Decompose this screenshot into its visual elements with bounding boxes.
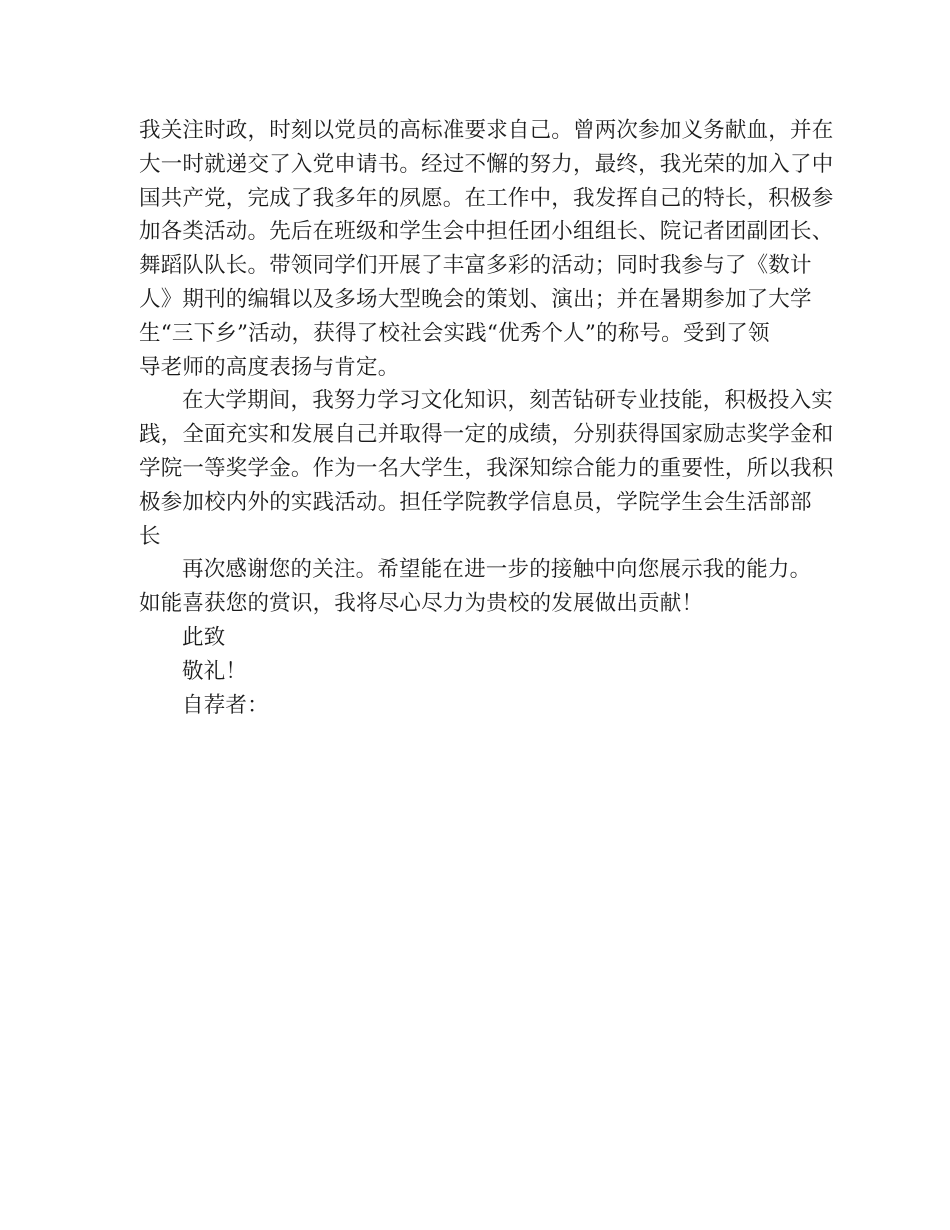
paragraph-1-line-2: 大一时就递交了入党申请书。经过不懈的努力，最终，我光荣的加入了中 (139, 151, 834, 177)
closing-regards: 敬礼！ (182, 658, 248, 684)
closing-salutation: 此致 (182, 624, 226, 650)
paragraph-1-line-7: 生“三下乡”活动，获得了校社会实践“优秀个人”的称号。受到了领 (139, 320, 770, 346)
paragraph-1-line-3: 国共产党，完成了我多年的夙愿。在工作中，我发挥自己的特长，积极参 (139, 185, 834, 211)
paragraph-2-line-1: 在大学期间，我努力学习文化知识，刻苦钻研专业技能，积极投入实 (182, 388, 834, 414)
paragraph-1-line-4: 加各类活动。先后在班级和学生会中担任团小组组长、院记者团副团长、 (139, 219, 834, 245)
paragraph-1-line-5: 舞蹈队队长。带领同学们开展了丰富多彩的活动；同时我参与了《数计 (139, 253, 812, 279)
paragraph-2-line-2: 践，全面充实和发展自己并取得一定的成绩，分别获得国家励志奖学金和 (139, 422, 834, 448)
paragraph-2-line-5: 长 (139, 523, 161, 549)
paragraph-2-line-3: 学院一等奖学金。作为一名大学生，我深知综合能力的重要性，所以我积 (139, 455, 834, 481)
paragraph-1-line-6: 人》期刊的编辑以及多场大型晚会的策划、演出；并在暑期参加了大学 (139, 286, 812, 312)
paragraph-2-line-4: 极参加校内外的实践活动。担任学院教学信息员，学院学生会生活部部 (139, 489, 812, 515)
signature-label: 自荐者： (182, 692, 269, 718)
letter-body (139, 114, 834, 722)
paragraph-3-line-2: 如能喜获您的赏识，我将尽心尽力为贵校的发展做出贡献！ (139, 591, 704, 617)
paragraph-3-line-1: 再次感谢您的关注。希望能在进一步的接触中向您展示我的能力。 (182, 557, 812, 583)
paragraph-1-line-8: 导老师的高度表扬与肯定。 (139, 354, 400, 380)
paragraph-1-line-1: 我关注时政，时刻以党员的高标准要求自己。曾两次参加义务献血，并在 (139, 118, 834, 143)
